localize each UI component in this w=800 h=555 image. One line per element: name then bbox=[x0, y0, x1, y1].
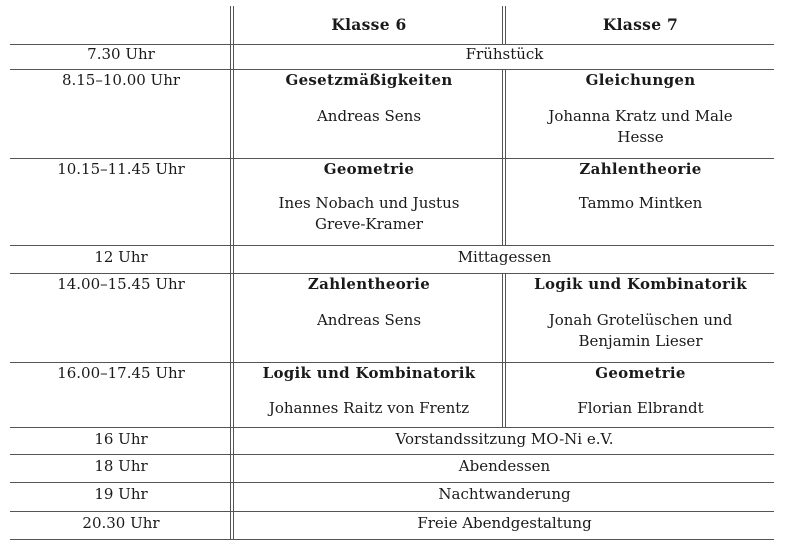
time-cell: 10.15–11.45 Uhr bbox=[57, 160, 185, 178]
event-cell: Nachtwanderung bbox=[438, 485, 571, 503]
session-title: Logik und Kombinatorik bbox=[262, 364, 476, 382]
session-person: Ines Nobach und Justus Greve-Kramer bbox=[278, 194, 460, 233]
divider-class-r3b bbox=[505, 158, 506, 245]
time-cell: 14.00–15.45 Uhr bbox=[57, 275, 185, 293]
event-cell: Freie Abendgestaltung bbox=[417, 514, 592, 532]
session-title: Geometrie bbox=[323, 160, 415, 178]
session-person: Johannes Raitz von Frentz bbox=[268, 399, 470, 417]
rule-row7 bbox=[10, 454, 774, 455]
session-title: Logik und Kombinatorik bbox=[534, 275, 747, 293]
event-cell: Vorstandssitzung MO-Ni e.V. bbox=[395, 430, 614, 448]
schedule-table bbox=[10, 6, 774, 540]
session-person: Andreas Sens bbox=[316, 311, 422, 329]
time-cell: 12 Uhr bbox=[94, 248, 148, 266]
rule-row6 bbox=[10, 427, 774, 428]
rule-row9 bbox=[10, 511, 774, 512]
session-person: Andreas Sens bbox=[316, 107, 422, 125]
rule-row3 bbox=[10, 245, 774, 246]
rule-bottom bbox=[10, 539, 774, 540]
session-person: Tammo Mintken bbox=[578, 194, 703, 212]
session-title: Geometrie bbox=[595, 364, 686, 382]
event-cell: Abendessen bbox=[458, 457, 551, 475]
time-cell: 18 Uhr bbox=[94, 457, 148, 475]
session-title: Zahlentheorie bbox=[307, 275, 431, 293]
header-klasse-6: Klasse 6 bbox=[331, 15, 407, 34]
time-cell: 20.30 Uhr bbox=[82, 514, 160, 532]
header-klasse-7: Klasse 7 bbox=[602, 15, 679, 34]
divider-class-r5b bbox=[505, 273, 506, 362]
session-person: Jonah Grotelüschen und Benjamin Lieser bbox=[548, 311, 733, 350]
session-title: Gesetzmäßigkeiten bbox=[285, 71, 453, 89]
session-title: Gleichungen bbox=[585, 71, 696, 89]
event-cell: Frühstück bbox=[465, 45, 544, 63]
time-cell: 16.00–17.45 Uhr bbox=[57, 364, 185, 382]
rule-row8 bbox=[10, 482, 774, 483]
divider-class-double-b bbox=[505, 6, 506, 44]
session-person: Johanna Kratz und Male Hesse bbox=[548, 107, 733, 146]
time-cell: 16 Uhr bbox=[94, 430, 148, 448]
divider-class-r2b bbox=[505, 69, 506, 158]
session-person: Florian Elbrandt bbox=[577, 399, 704, 417]
time-cell: 8.15–10.00 Uhr bbox=[61, 71, 181, 89]
event-cell: Mittagessen bbox=[457, 248, 552, 266]
time-cell: 19 Uhr bbox=[94, 485, 148, 503]
time-cell: 7.30 Uhr bbox=[87, 45, 155, 63]
session-title: Zahlentheorie bbox=[579, 160, 702, 178]
divider-class-r6b bbox=[505, 362, 506, 427]
